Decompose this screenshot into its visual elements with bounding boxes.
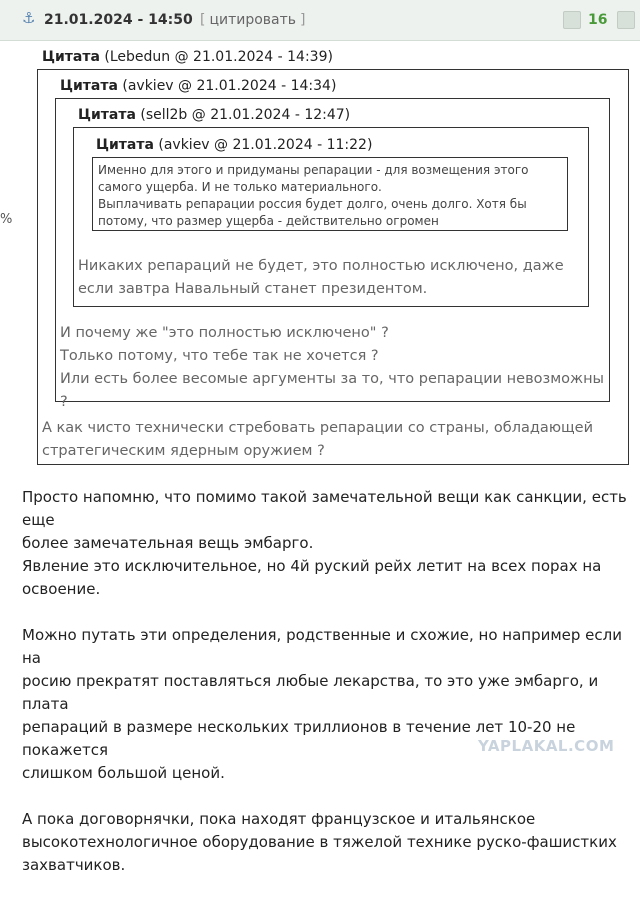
text-line: Именно для этого и придуманы репарации - для возмещения этого <box>98 163 529 177</box>
post-datetime: 21.01.2024 - 14:50 <box>44 12 193 28</box>
vote-up-icon[interactable] <box>617 11 635 29</box>
quote-text-2 <box>60 322 610 414</box>
quote-label: Цитата <box>96 137 154 153</box>
quote-meta: (avkiev @ 21.01.2024 - 11:22) <box>158 137 373 153</box>
vote-down-icon[interactable] <box>563 11 581 29</box>
quote-text-1 <box>42 417 622 463</box>
post-paragraph <box>22 624 632 785</box>
text-line: репараций в размере нескольких триллионов в течение лет 10-20 не покажется <box>22 718 576 759</box>
text-line: высокотехнологичное оборудование в тяжелой технике руско-фашистких <box>22 833 617 851</box>
quote-meta: (avkiev @ 21.01.2024 - 14:34) <box>122 78 337 94</box>
text-line: Просто напомню, что помимо такой замечательной вещи как санкции, есть еще <box>22 488 627 529</box>
quote-meta: (sell2b @ 21.01.2024 - 12:47) <box>140 107 351 123</box>
text-line: Только потому, что тебе так не хочется ? <box>60 348 379 364</box>
site-watermark: YAPLAKAL.COM <box>478 737 615 755</box>
side-fragment: % <box>0 212 13 227</box>
quote-meta: (Lebedun @ 21.01.2024 - 14:39) <box>104 49 333 65</box>
quote-header-2 <box>60 78 336 94</box>
quote-button[interactable]: цитировать <box>209 12 297 28</box>
quote-header-1 <box>42 49 333 65</box>
text-line: Можно путать эти определения, родственные и схожие, но например если на <box>22 626 622 667</box>
quote-header-4 <box>96 137 372 153</box>
text-line: потому, что размер ущерба - действительно огромен <box>98 214 439 228</box>
text-line: Никаких репараций не будет, это полностью исключено, даже <box>78 258 564 274</box>
quote-label: Цитата <box>78 107 136 123</box>
quote-link <box>200 12 306 28</box>
post-paragraph <box>22 808 632 877</box>
text-line: А пока договорнячки, пока находят французское и итальянское <box>22 810 536 828</box>
quote-label: Цитата <box>42 49 100 65</box>
text-line: А как чисто технически стребовать репарации со страны, обладающей <box>42 420 594 436</box>
quote-header-3 <box>78 107 350 123</box>
bracket-open: [ <box>200 12 206 28</box>
bracket-close: ] <box>300 12 306 28</box>
anchor-icon[interactable]: ⚓ <box>22 9 36 27</box>
text-line: Явление это исключительное, но 4й руский рейх летит на всех порах на <box>22 557 602 575</box>
post-paragraph <box>22 486 632 601</box>
text-line: И почему же "это полностью исключено" ? <box>60 325 389 341</box>
text-line: захватчиков. <box>22 856 126 874</box>
text-line: Выплачивать репарации россия будет долго, очень долго. Хотя бы <box>98 197 527 211</box>
quote-text-4 <box>98 162 568 230</box>
vote-count: 16 <box>588 12 608 28</box>
text-line: самого ущерба. И не только материального. <box>98 180 382 194</box>
quote-text-3 <box>78 255 578 301</box>
text-line: стратегическим ядерным оружием ? <box>42 443 325 459</box>
text-line: росию прекратят поставляться любые лекарства, то это уже эмбарго, и плата <box>22 672 599 713</box>
text-line: если завтра Навальный станет президентом. <box>78 281 428 297</box>
post-header <box>0 0 640 41</box>
text-line: освоение. <box>22 580 101 598</box>
post-body <box>22 486 632 900</box>
text-line: более замечательная вещь эмбарго. <box>22 534 314 552</box>
quote-label: Цитата <box>60 78 118 94</box>
text-line: слишком большой ценой. <box>22 764 225 782</box>
text-line: Или есть более весомые аргументы за то, что репарации невозможны ? <box>60 371 605 410</box>
